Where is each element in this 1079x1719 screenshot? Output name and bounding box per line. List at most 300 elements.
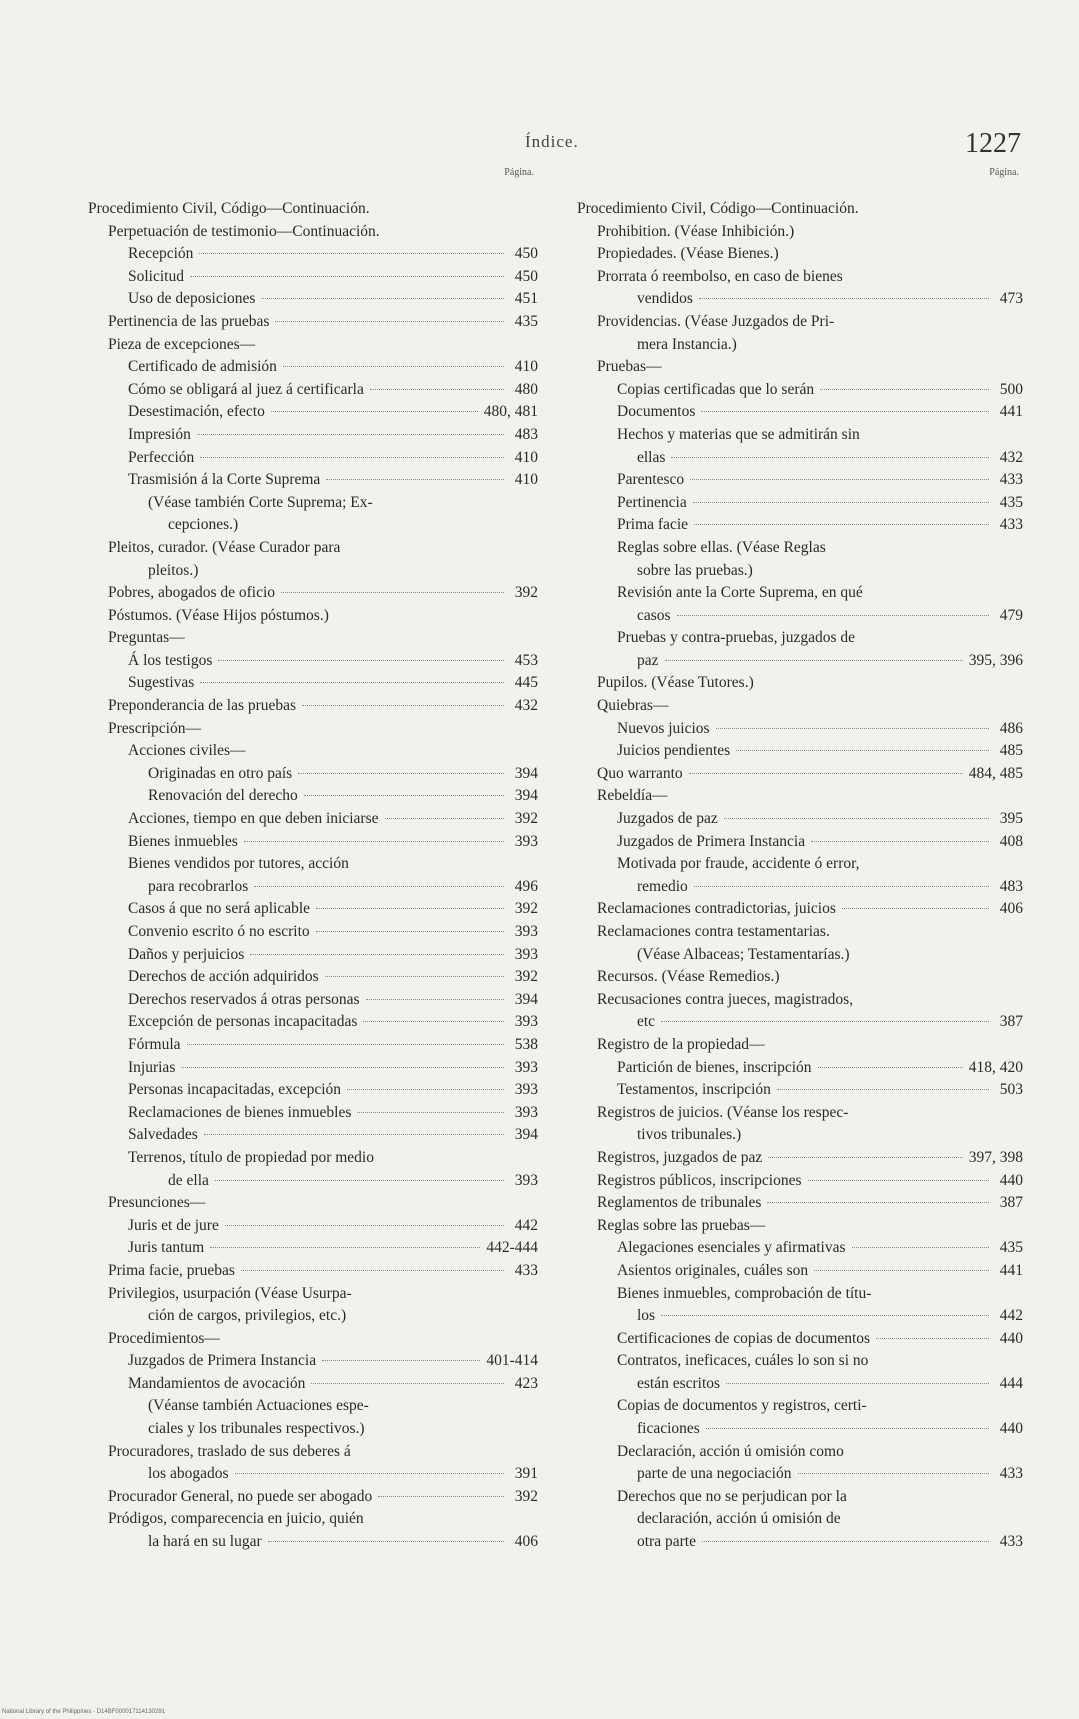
entry-page: 392 xyxy=(514,968,538,986)
dot-leader xyxy=(677,615,989,616)
entry-text: Prescripción— xyxy=(108,719,201,737)
entry-text: Motivada por fraude, accidente ó error, xyxy=(617,855,860,873)
entry-text: Juzgados de Primera Instancia xyxy=(128,1352,317,1370)
index-entry xyxy=(88,582,538,605)
index-entry xyxy=(88,966,538,989)
entry-page: 480 xyxy=(514,380,538,398)
index-entry xyxy=(577,1170,1023,1193)
entry-page: 393 xyxy=(514,1013,538,1031)
entry-text: Reglas sobre las pruebas— xyxy=(597,1216,766,1234)
entry-text: Pieza de excepciones— xyxy=(108,335,256,353)
index-entry xyxy=(88,1418,538,1441)
index-entry xyxy=(577,989,1023,1012)
entry-text: Contratos, ineficaces, cuáles lo son si no xyxy=(617,1352,869,1370)
entry-text: los abogados xyxy=(148,1465,229,1483)
entry-page: 423 xyxy=(514,1374,538,1392)
entry-text: Juzgados de Primera Instancia xyxy=(617,832,806,850)
index-entry xyxy=(88,605,538,628)
entry-text: Propiedades. (Véase Bienes.) xyxy=(597,245,779,263)
index-entry xyxy=(577,1215,1023,1238)
index-entry xyxy=(88,672,538,695)
entry-page: 441 xyxy=(999,403,1023,421)
index-entry xyxy=(88,1283,538,1306)
entry-page: 483 xyxy=(514,425,538,443)
dot-leader xyxy=(325,976,504,977)
entry-text: Derechos de acción adquiridos xyxy=(128,968,319,986)
entry-text: Pupilos. (Véase Tutores.) xyxy=(597,674,754,692)
index-entry xyxy=(577,898,1023,921)
entry-text: Juzgados de paz xyxy=(617,810,718,828)
entry-text: están escritos xyxy=(637,1374,721,1392)
index-entry xyxy=(88,424,538,447)
dot-leader xyxy=(820,389,989,390)
index-entry xyxy=(88,1508,538,1531)
index-entry xyxy=(88,221,538,244)
entry-page: 392 xyxy=(514,900,538,918)
index-entry xyxy=(577,379,1023,402)
index-entry xyxy=(88,1328,538,1351)
entry-text: Providencias. (Véase Juzgados de Pri- xyxy=(597,312,835,330)
index-entry xyxy=(577,876,1023,899)
index-entry xyxy=(88,740,538,763)
entry-text: Cómo se obligará al juez á certificarla xyxy=(128,380,364,398)
entry-text: Perfección xyxy=(128,448,195,466)
index-entry xyxy=(88,1170,538,1193)
entry-page: 392 xyxy=(514,584,538,602)
entry-page: 480, 481 xyxy=(483,403,538,421)
entry-text: Procurador General, no puede ser abogado xyxy=(108,1487,373,1505)
entry-text: Juris tantum xyxy=(128,1239,205,1257)
index-entry xyxy=(577,1147,1023,1170)
entry-page: 393 xyxy=(514,945,538,963)
index-entry xyxy=(88,1395,538,1418)
dot-leader xyxy=(808,1180,990,1181)
index-entry xyxy=(88,1034,538,1057)
entry-text: Convenio escrito ó no escrito xyxy=(128,923,310,940)
entry-text: ficaciones xyxy=(637,1420,700,1438)
index-entry xyxy=(88,695,538,718)
entry-text: Perpetuación de testimonio—Continuación. xyxy=(108,222,380,240)
index-entry xyxy=(577,1283,1023,1306)
entry-page: 395, 396 xyxy=(968,651,1023,669)
index-entry xyxy=(88,379,538,402)
index-entry xyxy=(88,1305,538,1328)
entry-page: 444 xyxy=(999,1374,1023,1392)
entry-page: 496 xyxy=(514,877,538,895)
entry-text: Registro de la propiedad— xyxy=(597,1035,765,1053)
index-entry xyxy=(577,424,1023,447)
index-column-left xyxy=(88,168,538,1554)
entry-page: 433 xyxy=(999,1465,1023,1483)
dot-leader xyxy=(693,502,989,503)
dot-leader xyxy=(699,298,989,299)
dot-leader xyxy=(378,1496,504,1497)
index-entry xyxy=(577,560,1023,583)
entry-text: Acciones civiles— xyxy=(128,742,246,760)
dot-leader xyxy=(302,705,504,706)
entry-text: Nuevos juicios xyxy=(617,719,710,737)
index-entry xyxy=(577,627,1023,650)
entry-text: Terrenos, título de propiedad por medio xyxy=(128,1148,374,1166)
index-entry xyxy=(88,1237,538,1260)
index-entry xyxy=(88,1463,538,1486)
entry-text: Derechos que no se perjudican por la xyxy=(617,1487,847,1505)
index-entry xyxy=(577,831,1023,854)
index-entry xyxy=(577,718,1023,741)
entry-page: 391 xyxy=(514,1465,538,1483)
entry-text: para recobrarlos xyxy=(148,877,249,895)
dot-leader xyxy=(701,411,989,412)
entry-text: Pruebas— xyxy=(597,358,662,376)
entry-text: (Véanse también Actuaciones espe- xyxy=(148,1397,369,1415)
entry-text: Recursos. (Véase Remedios.) xyxy=(597,968,780,986)
entry-page: 486 xyxy=(999,719,1023,737)
entry-page: 484, 485 xyxy=(968,764,1023,782)
entry-page: 442 xyxy=(514,1216,538,1234)
entry-page: 432 xyxy=(999,448,1023,466)
entry-page: 401-414 xyxy=(486,1352,538,1370)
index-entry xyxy=(88,1079,538,1102)
index-entry xyxy=(577,853,1023,876)
entry-text: Reglamentos de tribunales xyxy=(597,1194,762,1212)
index-entry xyxy=(577,605,1023,628)
entry-page: 406 xyxy=(514,1533,538,1551)
entry-text: ellas xyxy=(637,448,666,466)
index-entry xyxy=(88,1441,538,1464)
dot-leader xyxy=(326,479,504,480)
index-entry xyxy=(88,537,538,560)
entry-page: 538 xyxy=(514,1035,538,1053)
dot-leader xyxy=(347,1089,504,1090)
entry-page: 500 xyxy=(999,380,1023,398)
dot-leader xyxy=(694,886,989,887)
index-entry xyxy=(577,1011,1023,1034)
index-entry xyxy=(88,853,538,876)
entry-text: Pobres, abogados de oficio xyxy=(108,584,276,602)
index-entry xyxy=(577,221,1023,244)
entry-page: 393 xyxy=(514,832,538,850)
entry-text: Procedimiento Civil, Código—Continuación. xyxy=(577,200,859,217)
entry-text: ciales y los tribunales respectivos.) xyxy=(148,1420,365,1438)
dot-leader xyxy=(385,818,505,819)
entry-page: 483 xyxy=(999,877,1023,895)
dot-leader xyxy=(724,818,989,819)
dot-leader xyxy=(767,1202,989,1203)
entry-text: Quo warranto xyxy=(597,764,683,782)
entry-page: 393 xyxy=(514,1171,538,1189)
dot-leader xyxy=(363,1021,504,1022)
entry-text: los xyxy=(637,1307,656,1325)
entry-text: (Véase Albaceas; Testamentarías.) xyxy=(637,945,850,963)
entry-text: Bienes vendidos por tutores, acción xyxy=(128,855,349,873)
dot-leader xyxy=(199,253,504,254)
index-entry xyxy=(577,447,1023,470)
entry-page: 394 xyxy=(514,1126,538,1144)
index-entry xyxy=(88,1531,538,1554)
entry-text: Solicitud xyxy=(128,267,184,285)
index-entry xyxy=(577,1531,1023,1554)
entry-page: 432 xyxy=(514,697,538,715)
entry-text: Documentos xyxy=(617,403,696,421)
index-entry xyxy=(88,401,538,424)
entry-page: 418, 420 xyxy=(968,1058,1023,1076)
dot-leader xyxy=(322,1360,480,1361)
dot-leader xyxy=(225,1225,504,1226)
entry-page: 485 xyxy=(999,742,1023,760)
entry-text: Personas incapacitadas, excepción xyxy=(128,1081,342,1099)
dot-leader xyxy=(702,1541,989,1542)
entry-page: 450 xyxy=(514,267,538,285)
index-entry xyxy=(577,1260,1023,1283)
entry-page: 393 xyxy=(514,1058,538,1076)
entry-page: 410 xyxy=(514,471,538,489)
dot-leader xyxy=(671,457,989,458)
entry-text: Prorrata ó reembolso, en caso de bienes xyxy=(597,267,843,285)
entry-text: Impresión xyxy=(128,425,191,443)
entry-text: Acciones, tiempo en que deben iniciarse xyxy=(128,810,379,828)
dot-leader xyxy=(768,1157,962,1158)
index-entry xyxy=(577,266,1023,289)
dot-leader xyxy=(197,434,504,435)
index-entry xyxy=(88,1373,538,1396)
dot-leader xyxy=(316,931,504,932)
index-entry xyxy=(88,447,538,470)
entry-page: 451 xyxy=(514,290,538,308)
index-entry xyxy=(88,1350,538,1373)
index-entry xyxy=(577,514,1023,537)
index-entry xyxy=(88,808,538,831)
index-entry xyxy=(88,469,538,492)
dot-leader xyxy=(726,1383,989,1384)
index-entry xyxy=(577,401,1023,424)
entry-text: Certificaciones de copias de documentos xyxy=(617,1329,871,1347)
index-entry xyxy=(88,944,538,967)
entry-page: 473 xyxy=(999,290,1023,308)
entry-text: Salvedades xyxy=(128,1126,198,1144)
index-entry xyxy=(88,1215,538,1238)
dot-leader xyxy=(283,366,504,367)
dot-leader xyxy=(210,1247,480,1248)
entry-text: Originadas en otro país xyxy=(148,764,293,782)
index-entry xyxy=(88,650,538,673)
dot-leader xyxy=(842,908,989,909)
dot-leader xyxy=(716,728,989,729)
index-entry xyxy=(577,672,1023,695)
entry-text: Quiebras— xyxy=(597,697,669,715)
index-entry xyxy=(577,1350,1023,1373)
dot-leader xyxy=(254,886,504,887)
entry-text: Pertinencia xyxy=(617,493,687,511)
dot-leader xyxy=(690,479,989,480)
entry-text: Póstumos. (Véase Hijos póstumos.) xyxy=(108,606,329,624)
entry-text: Asientos originales, cuáles son xyxy=(617,1261,809,1279)
index-entry xyxy=(88,243,538,266)
entry-text: remedio xyxy=(637,877,688,895)
entries-right xyxy=(577,198,1023,1554)
entry-page: 393 xyxy=(514,923,538,940)
entry-text: Partición de bienes, inscripción xyxy=(617,1058,812,1076)
entry-page: 394 xyxy=(514,787,538,805)
entry-page: 440 xyxy=(999,1171,1023,1189)
dot-leader xyxy=(204,1134,504,1135)
entry-text: pleitos.) xyxy=(148,561,199,579)
entry-text: ción de cargos, privilegios, etc.) xyxy=(148,1307,347,1325)
entry-text: Reclamaciones de bienes inmuebles xyxy=(128,1103,352,1121)
index-entry xyxy=(88,356,538,379)
dot-leader xyxy=(281,592,504,593)
index-entry xyxy=(88,627,538,650)
index-entry xyxy=(577,537,1023,560)
index-entry xyxy=(577,1034,1023,1057)
dot-leader xyxy=(689,773,963,774)
entry-text: Procuradores, traslado de sus deberes á xyxy=(108,1442,351,1460)
entry-text: Revisión ante la Corte Suprema, en qué xyxy=(617,584,863,602)
entry-text: Injurias xyxy=(128,1058,176,1076)
index-entry xyxy=(88,763,538,786)
entry-page: 406 xyxy=(999,900,1023,918)
dot-leader xyxy=(316,908,504,909)
dot-leader xyxy=(876,1338,989,1339)
dot-leader xyxy=(706,1428,989,1429)
entry-page: 440 xyxy=(999,1420,1023,1438)
entry-page: 392 xyxy=(514,1487,538,1505)
entry-page: 387 xyxy=(999,1013,1023,1031)
index-entry xyxy=(577,334,1023,357)
index-entry xyxy=(577,740,1023,763)
entry-text: Pertinencia de las pruebas xyxy=(108,312,270,330)
dot-leader xyxy=(777,1089,989,1090)
entry-text: Pruebas y contra-pruebas, juzgados de xyxy=(617,629,856,647)
entry-text: Certificado de admisión xyxy=(128,358,277,376)
entry-page: 442 xyxy=(999,1307,1023,1325)
index-entry xyxy=(88,288,538,311)
index-entry xyxy=(88,831,538,854)
dot-leader xyxy=(190,276,504,277)
index-entry xyxy=(577,1508,1023,1531)
entry-page: 503 xyxy=(999,1081,1023,1099)
entry-page: 453 xyxy=(514,651,538,669)
entry-text: parte de una negociación xyxy=(637,1465,792,1483)
entry-text: Renovación del derecho xyxy=(148,787,298,805)
index-entry xyxy=(577,1373,1023,1396)
entry-text: Procedimiento Civil, Código—Continuación. xyxy=(88,200,370,217)
index-entry xyxy=(577,1305,1023,1328)
dot-leader xyxy=(852,1247,989,1248)
index-entry xyxy=(577,469,1023,492)
entry-text: Pródigos, comparecencia en juicio, quién xyxy=(108,1510,364,1528)
index-entry xyxy=(577,944,1023,967)
index-entry xyxy=(88,921,538,944)
entry-page: 392 xyxy=(514,810,538,828)
index-entry xyxy=(88,718,538,741)
index-entry xyxy=(88,785,538,808)
index-entry xyxy=(88,989,538,1012)
entry-page: 394 xyxy=(514,990,538,1008)
entry-page: 394 xyxy=(514,764,538,782)
index-entry xyxy=(577,966,1023,989)
dot-leader xyxy=(261,298,504,299)
entry-text: (Véase también Corte Suprema; Ex- xyxy=(148,493,373,511)
entry-text: Testamentos, inscripción xyxy=(617,1081,771,1099)
entry-text: Bienes inmuebles xyxy=(128,832,238,850)
index-entry xyxy=(577,1395,1023,1418)
index-entry xyxy=(88,1124,538,1147)
entry-text: Fórmula xyxy=(128,1035,181,1053)
entry-text: cepciones.) xyxy=(168,516,239,534)
entry-text: Rebeldía— xyxy=(597,787,668,805)
entry-text: Pleitos, curador. (Véase Curador para xyxy=(108,538,341,556)
entry-page: 433 xyxy=(999,471,1023,489)
dot-leader xyxy=(215,1180,504,1181)
index-entry xyxy=(577,582,1023,605)
index-entry xyxy=(577,1486,1023,1509)
entry-text: Copias certificadas que lo serán xyxy=(617,380,815,398)
pagina-label: Página. xyxy=(504,167,534,178)
entries-left xyxy=(88,198,538,1554)
dot-leader xyxy=(181,1067,504,1068)
dot-leader xyxy=(311,1383,504,1384)
index-entry xyxy=(88,1057,538,1080)
entry-page: 450 xyxy=(514,245,538,263)
index-entry xyxy=(88,311,538,334)
entry-text: Mandamientos de avocación xyxy=(128,1374,306,1392)
dot-leader xyxy=(298,773,504,774)
dot-leader xyxy=(241,1270,504,1271)
entry-page: 410 xyxy=(514,358,538,376)
entry-page: 393 xyxy=(514,1081,538,1099)
index-entry xyxy=(88,876,538,899)
entry-text: Copias de documentos y registros, certi- xyxy=(617,1397,867,1415)
entry-page: 433 xyxy=(999,516,1023,534)
entry-text: tivos tribunales.) xyxy=(637,1126,742,1144)
entry-page: 433 xyxy=(514,1261,538,1279)
entry-text: Casos á que no será aplicable xyxy=(128,900,311,918)
entry-text: Uso de deposiciones xyxy=(128,290,256,308)
index-entry xyxy=(88,1260,538,1283)
dot-leader xyxy=(304,795,504,796)
entry-text: Juris et de jure xyxy=(128,1216,219,1234)
entry-page: 442-444 xyxy=(486,1239,538,1257)
dot-leader xyxy=(366,999,504,1000)
dot-leader xyxy=(271,411,478,412)
entry-text: Reclamaciones contra testamentarias. xyxy=(597,923,830,940)
entry-text: Desestimación, efecto xyxy=(128,403,265,421)
index-entry xyxy=(577,1057,1023,1080)
index-entry xyxy=(577,1079,1023,1102)
index-entry xyxy=(577,650,1023,673)
entry-page: 441 xyxy=(999,1261,1023,1279)
index-column-right xyxy=(577,168,1023,1554)
entry-text: Parentesco xyxy=(617,471,685,489)
entry-page: 479 xyxy=(999,606,1023,624)
entry-text: vendidos xyxy=(637,290,693,308)
index-entry xyxy=(577,785,1023,808)
dot-leader xyxy=(200,457,504,458)
page-number: 1227 xyxy=(965,128,1021,159)
entry-text: Prima facie, pruebas xyxy=(108,1261,235,1279)
entry-text: Prohibition. (Véase Inhibición.) xyxy=(597,222,795,240)
index-entry xyxy=(577,1102,1023,1125)
index-entry xyxy=(88,266,538,289)
entry-text: mera Instancia.) xyxy=(637,335,737,353)
index-entry xyxy=(577,288,1023,311)
entry-text: Prima facie xyxy=(617,516,689,534)
entry-text: Juicios pendientes xyxy=(617,742,731,760)
entry-text: Registros públicos, inscripciones xyxy=(597,1171,802,1189)
index-entry xyxy=(577,1463,1023,1486)
dot-leader xyxy=(357,1112,504,1113)
entry-text: Excepción de personas incapacitadas xyxy=(128,1013,358,1031)
